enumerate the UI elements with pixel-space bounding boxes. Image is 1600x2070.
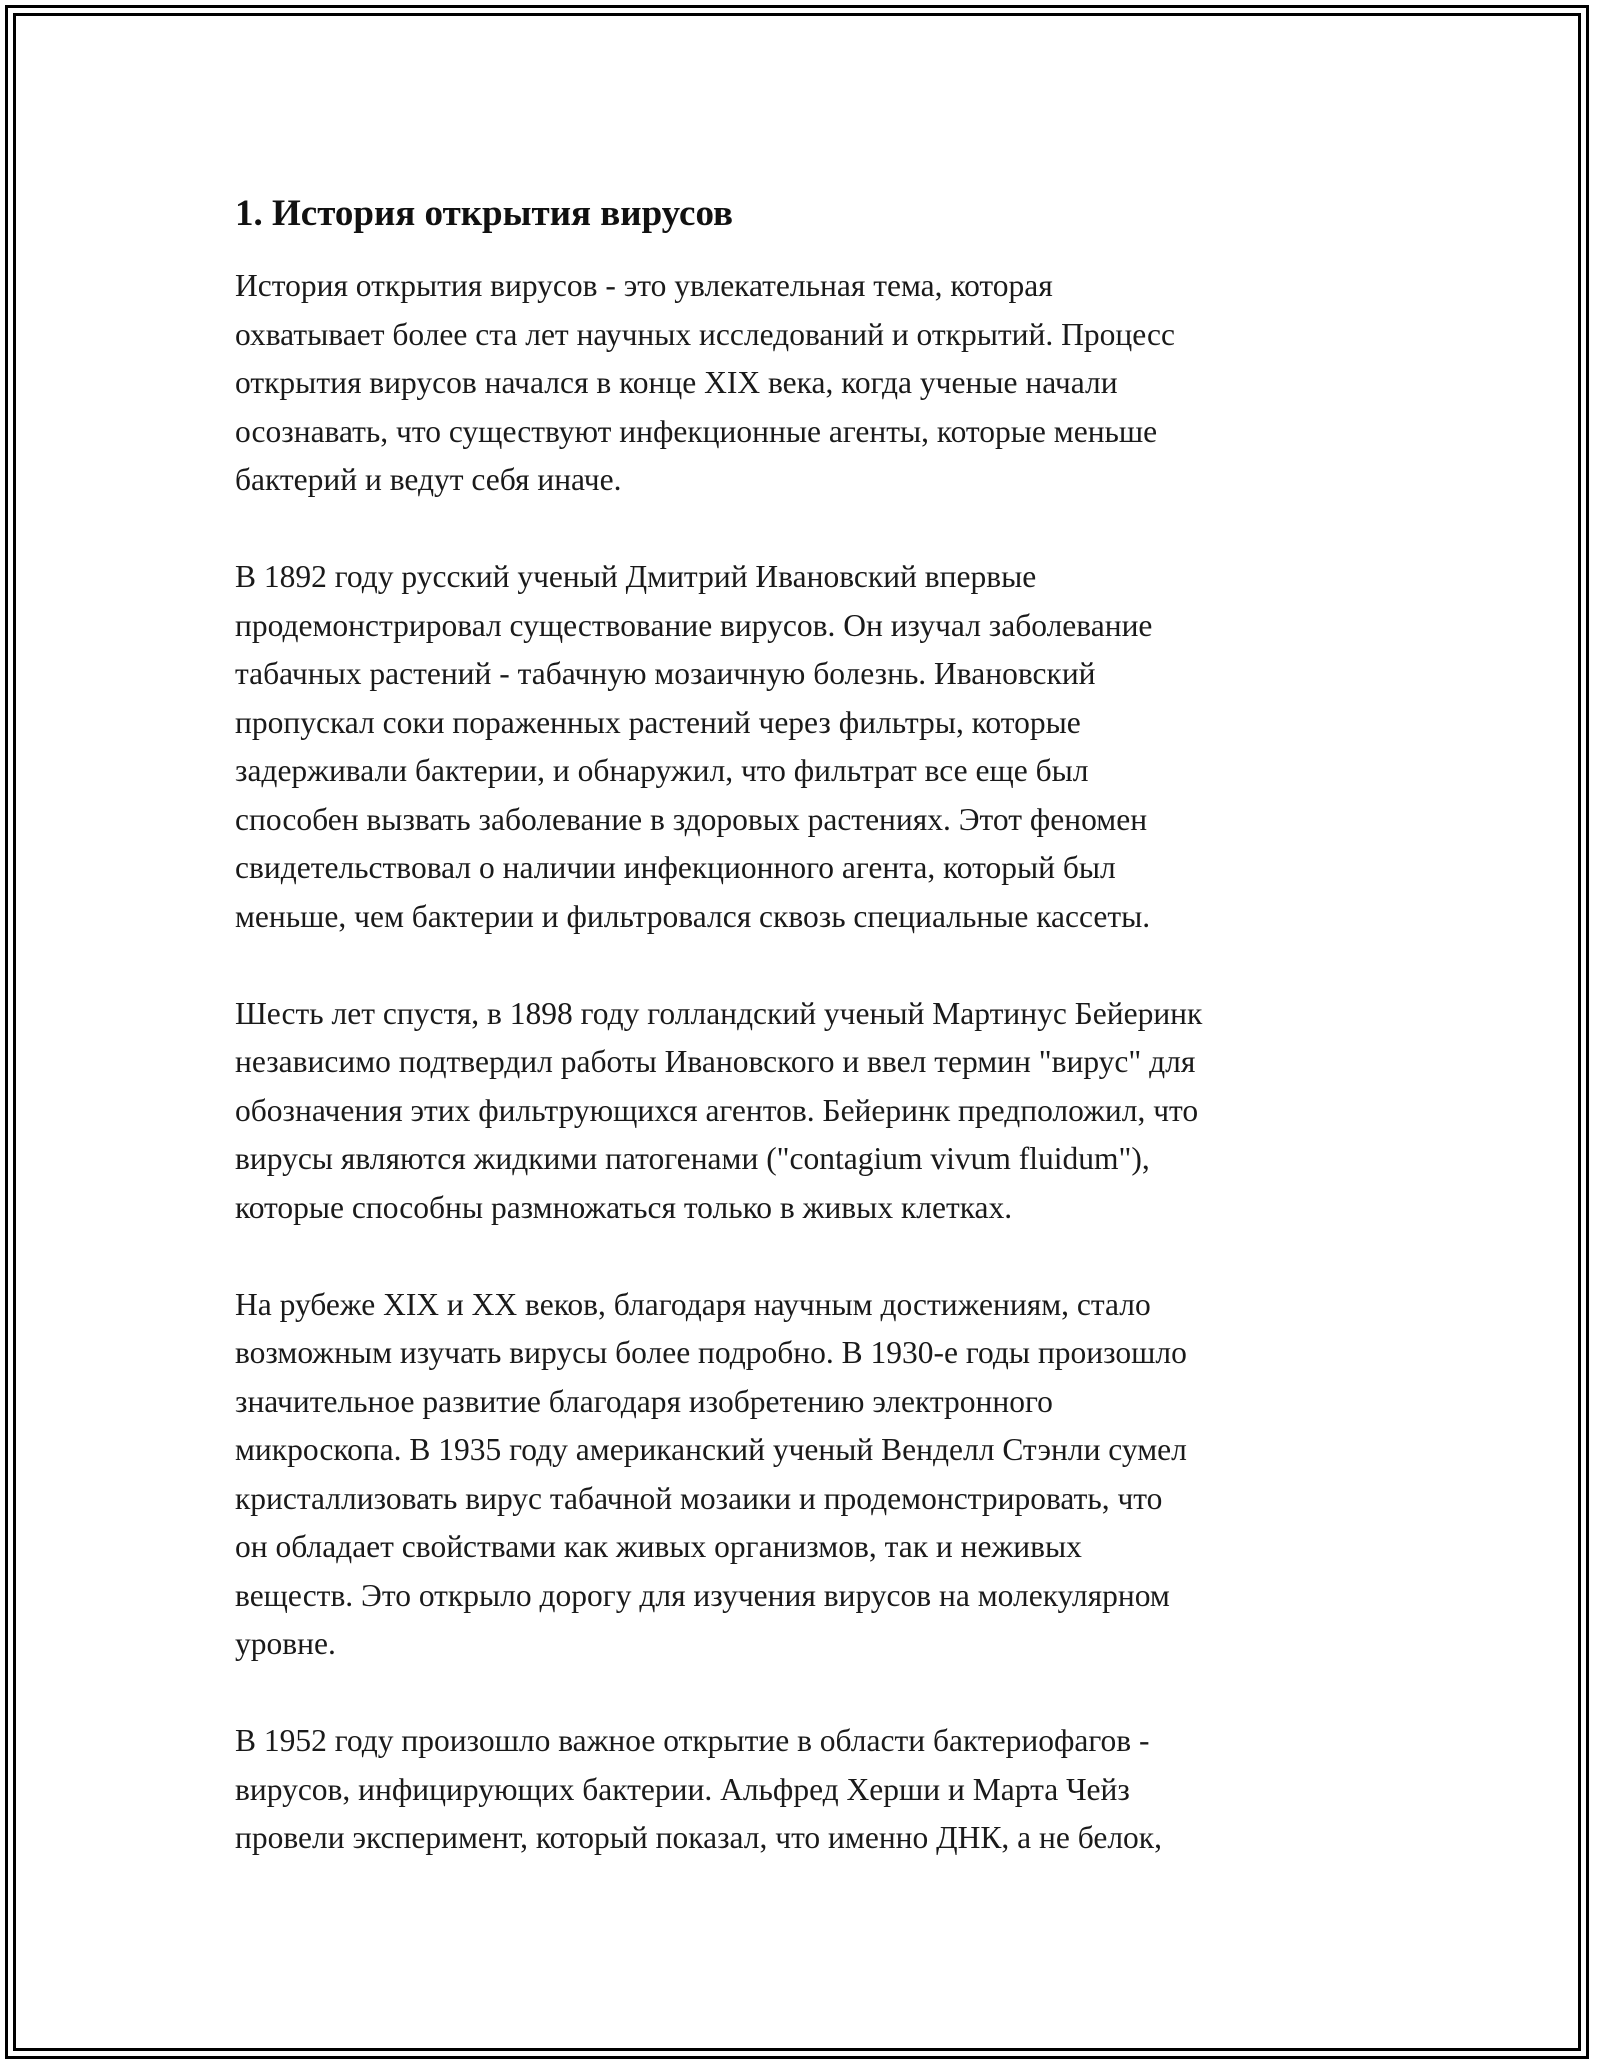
paragraph-hershey-chase: В 1952 году произошло важное открытие в области бактериофагов - вирусов, инфицирующих бактерии. Альфред Херши и Марта Чейз провели эксперимент, который показал, что именно ДНК, а не белок,: [235, 1723, 1162, 1855]
section-heading: 1. История открытия вирусов: [235, 193, 734, 234]
paragraph-intro: История открытия вирусов - это увлекательная тема, которая охватывает более ста лет научных исследований и открытий. Процесс открытия вирусов начался в конце XIX века, когда ученые начали осознавать, что существуют инфекционные агенты, которые меньше бактерий и ведут себя иначе.: [235, 268, 1175, 497]
paragraph-beijerinck: Шесть лет спустя, в 1898 году голландский ученый Мартинус Бейеринк независимо подтвердил работы Ивановского и ввел термин "вирус" для обозначения этих фильтрующихся агентов. Бейеринк предположил, что вирусы являются жидкими патогенами ("contagium vivum fluidum"), которые способны размножаться только в живых клетках.: [235, 995, 1203, 1225]
document-body: [235, 188, 1395, 1911]
paragraph-ivanovsky: В 1892 году русский ученый Дмитрий Ивановский впервые продемонстрировал существование вирусов. Он изучал заболевание табачных растений - табачную мозаичную болезнь. Ивановский пропускал соки пораженных растений через фильтры, которые задерживали бактерии, и обнаружил, что фильтрат все еще был способен вызвать заболевание в здоровых растениях. Этот феномен свидетельствовал о наличии инфекционного агента, который был меньше, чем бактерии и фильтровался сквозь специальные кассеты.: [235, 559, 1153, 934]
paragraph-electron-microscope: На рубеже XIX и XX веков, благодаря научным достижениям, стало возможным изучать вирусы более подробно. В 1930-е годы произошло значительное развитие благодаря изобретению электронного микроскопа. В 1935 году американский ученый Венделл Стэнли сумел кристаллизовать вирус табачной мозаики и продемонстрировать, что он обладает свойствами как живых организмов, так и неживых веществ. Это открыло дорогу для изучения вирусов на молекулярном уровне.: [235, 1286, 1187, 1661]
